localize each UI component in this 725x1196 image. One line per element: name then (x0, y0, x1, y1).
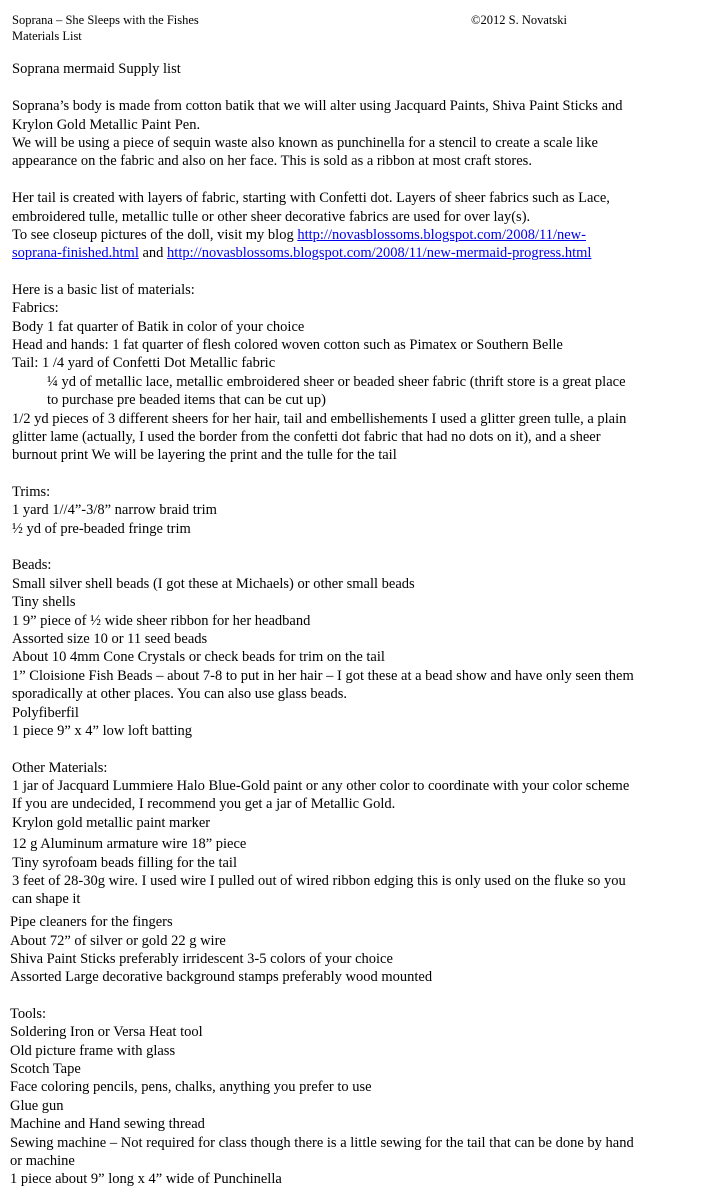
list-item: Tiny shells (12, 594, 76, 610)
list-item: Machine and Hand sewing thread (10, 1116, 205, 1132)
list-item: or machine (10, 1153, 75, 1169)
list-item: 1 9” piece of ½ wide sheer ribbon for her headband (12, 613, 311, 629)
list-item: Pipe cleaners for the fingers (10, 914, 173, 930)
copyright-notice: ©2012 S. Novatski (471, 13, 567, 27)
list-item: 12 g Aluminum armature wire 18” piece (12, 836, 247, 852)
list-item: 1 yard 1//4”-3/8” narrow braid trim (12, 502, 217, 518)
tail-description-line: Her tail is created with layers of fabric, starting with Confetti dot. Layers of sheer fabrics such as Lace, (12, 190, 610, 206)
list-item: Polyfiberfil (12, 705, 79, 721)
list-item: 1 piece about 9” long x 4” wide of Punchinella (10, 1171, 282, 1187)
blog-and: and (138, 245, 168, 261)
list-item: If you are undecided, I recommend you get a jar of Metallic Gold. (12, 796, 396, 812)
tools-heading: Tools: (10, 1006, 47, 1022)
list-item: Glue gun (10, 1098, 64, 1114)
supply-list-heading: Soprana mermaid Supply list (12, 61, 181, 77)
list-item: Old picture frame with glass (10, 1043, 176, 1059)
list-item: Face coloring pencils, pens, chalks, anything you prefer to use (10, 1079, 372, 1095)
list-item: Assorted size 10 or 11 seed beads (12, 631, 208, 647)
list-item: Head and hands: 1 fat quarter of flesh colored woven cotton such as Pimatex or Southern Belle (12, 337, 563, 353)
list-item: Body 1 fat quarter of Batik in color of your choice (12, 319, 305, 335)
blog-line (12, 226, 586, 244)
stencil-line: We will be using a piece of sequin waste also known as punchinella for a stencil to create a scale like (12, 135, 598, 151)
blog-link-finished[interactable]: soprana-finished.html (12, 245, 139, 261)
document-title: Soprana – She Sleeps with the Fishes (12, 13, 199, 27)
stencil-line: appearance on the fabric and also on her face. This is sold as a ribbon at most craft stores. (12, 153, 532, 169)
list-item: Tail: 1 /4 yard of Confetti Dot Metallic fabric (12, 355, 276, 371)
list-item: Soldering Iron or Versa Heat tool (10, 1024, 203, 1040)
list-item: Scotch Tape (10, 1061, 81, 1077)
list-item: ½ yd of pre-beaded fringe trim (12, 521, 191, 537)
list-item: About 10 4mm Cone Crystals or check beads for trim on the tail (12, 649, 385, 665)
list-item: Krylon gold metallic paint marker (12, 815, 211, 831)
list-item: burnout print We will be layering the print and the tulle for the tail (12, 447, 397, 463)
blog-link-finished[interactable]: http://novasblossoms.blogspot.com/2008/11/new- (297, 227, 586, 243)
list-item: Tiny syrofoam beads filling for the tail (12, 855, 237, 871)
blog-prefix: To see closeup pictures of the doll, visit my blog (12, 227, 298, 243)
list-item: Shiva Paint Sticks preferably irridescent 3-5 colors of your choice (10, 951, 393, 967)
blog-link-progress[interactable]: http://novasblossoms.blogspot.com/2008/11/new-mermaid-progress.html (167, 245, 592, 261)
beads-heading: Beads: (12, 557, 52, 573)
list-item: ¼ yd of metallic lace, metallic embroidered sheer or beaded sheer fabric (thrift store is a great place (47, 374, 626, 390)
tail-description-line: embroidered tulle, metallic tulle or other sheer decorative fabrics are used for over lay(s). (12, 209, 531, 225)
trims-heading: Trims: (12, 484, 51, 500)
other-materials-heading: Other Materials: (12, 760, 108, 776)
list-item: 1” Cloisione Fish Beads – about 7-8 to put in her hair – I got these at a bead show and have only seen them (12, 668, 634, 684)
list-item: Sewing machine – Not required for class though there is a little sewing for the tail that can be done by hand (10, 1135, 634, 1151)
list-item: can shape it (12, 891, 81, 907)
document-subtitle: Materials List (12, 29, 82, 43)
fabrics-heading: Fabrics: (12, 300, 59, 316)
materials-intro: Here is a basic list of materials: (12, 282, 195, 298)
list-item: glitter lame (actually, I used the border from the confetti dot fabric that had no dots on it), and a sheer (12, 429, 601, 445)
list-item: Small silver shell beads (I got these at Michaels) or other small beads (12, 576, 415, 592)
list-item: sporadically at other places. You can also use glass beads. (12, 686, 348, 702)
intro-body-line: Soprana’s body is made from cotton batik that we will alter using Jacquard Paints, Shiva Paint Sticks and (12, 98, 623, 114)
list-item: 1 jar of Jacquard Lummiere Halo Blue-Gold paint or any other color to coordinate with your color scheme (12, 778, 630, 794)
list-item: About 72” of silver or gold 22 g wire (10, 933, 226, 949)
list-item: 3 feet of 28-30g wire. I used wire I pulled out of wired ribbon edging this is only used on the fluke so you (12, 873, 626, 889)
list-item: 1/2 yd pieces of 3 different sheers for her hair, tail and embellishements I used a glitter green tulle, a plain (12, 411, 627, 427)
blog-line (12, 244, 591, 262)
list-item: 1 piece 9” x 4” low loft batting (12, 723, 192, 739)
list-item: Assorted Large decorative background stamps preferably wood mounted (10, 969, 433, 985)
intro-body-line: Krylon Gold Metallic Paint Pen. (12, 117, 201, 133)
list-item: to purchase pre beaded items that can be cut up) (47, 392, 327, 408)
